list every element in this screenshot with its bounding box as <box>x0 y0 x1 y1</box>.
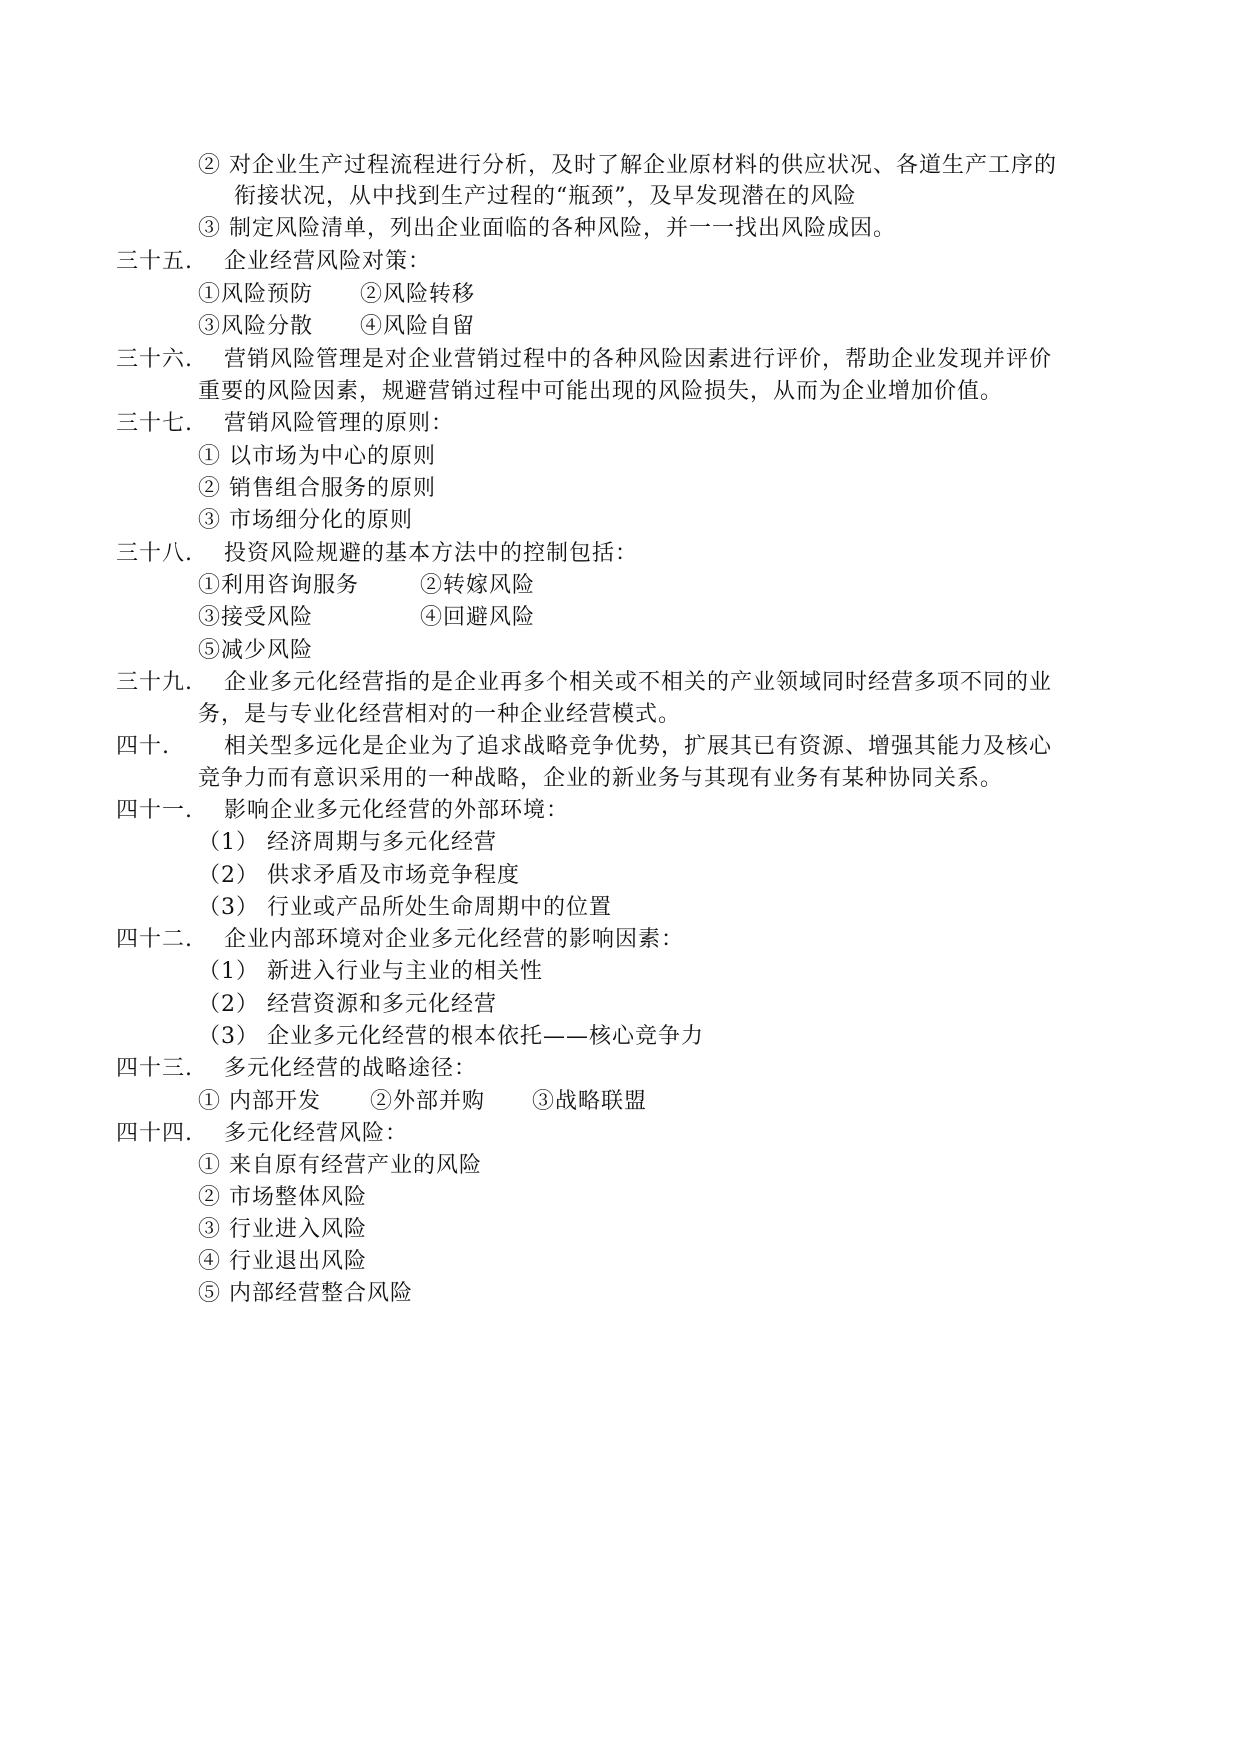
intro-item-3: ③ 制定风险清单，列出企业面临的各种风险，并一一找出风险成因。 <box>198 216 896 241</box>
section-number: 三十六. <box>116 347 193 372</box>
section-text-cont: 重要的风险因素，规避营销过程中可能出现的风险损失，从而为企业增加价值。 <box>198 379 1004 404</box>
list-item: （2） 经营资源和多元化经营 <box>198 992 497 1017</box>
list-item: （3） 行业或产品所处生命周期中的位置 <box>198 895 612 920</box>
list-item: ②外部并购 <box>370 1089 486 1114</box>
list-item: （1） 经济周期与多元化经营 <box>198 830 497 855</box>
section-title: 多元化经营的战略途径： <box>224 1056 478 1081</box>
intro-item-2: ② 对企业生产过程流程进行分析，及时了解企业原材料的供应状况、各道生产工序的 <box>198 153 1057 178</box>
list-item: ①利用咨询服务 <box>198 573 360 598</box>
section-text: 相关型多远化是企业为了追求战略竞争优势，扩展其已有资源、增强其能力及核心 <box>224 734 1053 759</box>
section-number: 四十三. <box>116 1056 193 1081</box>
list-item: ④ 行业退出风险 <box>198 1249 367 1274</box>
section-number: 三十九. <box>116 670 193 695</box>
section-number: 三十七. <box>116 411 193 436</box>
section-number: 四十一. <box>116 798 193 823</box>
list-item: ③接受风险 <box>198 605 314 630</box>
section-title: 影响企业多元化经营的外部环境： <box>224 798 570 823</box>
list-item: ①风险预防 <box>198 282 314 307</box>
section-text-cont: 竞争力而有意识采用的一种战略，企业的新业务与其现有业务有某种协同关系。 <box>198 766 1004 791</box>
list-item: ③风险分散 <box>198 314 314 339</box>
section-text: 企业多元化经营指的是企业再多个相关或不相关的产业领域同时经营多项不同的业 <box>224 670 1053 695</box>
section-title: 多元化经营风险： <box>224 1121 409 1146</box>
section-title: 企业内部环境对企业多元化经营的影响因素： <box>224 927 685 952</box>
section-number: 三十八. <box>116 541 193 566</box>
section-title: 营销风险管理的原则： <box>224 411 455 436</box>
list-item: ④回避风险 <box>420 605 536 630</box>
list-item: ② 销售组合服务的原则 <box>198 476 436 501</box>
intro-item-2-cont: 衔接状况，从中找到生产过程的“瓶颈”，及早发现潜在的风险 <box>234 184 857 209</box>
list-item: ②风险转移 <box>360 282 476 307</box>
section-title: 企业经营风险对策： <box>224 249 432 274</box>
list-item: ③ 行业进入风险 <box>198 1217 367 1242</box>
section-number: 四十四. <box>116 1121 193 1146</box>
list-item: ⑤ 内部经营整合风险 <box>198 1281 413 1306</box>
list-item: ① 来自原有经营产业的风险 <box>198 1153 482 1178</box>
section-number: 四十. <box>116 734 170 759</box>
section-number: 三十五. <box>116 249 193 274</box>
list-item: ④风险自留 <box>360 314 476 339</box>
list-item: ① 以市场为中心的原则 <box>198 444 436 469</box>
list-item: ③战略联盟 <box>532 1089 648 1114</box>
list-item: ⑤减少风险 <box>198 638 314 663</box>
list-item: ③ 市场细分化的原则 <box>198 508 413 533</box>
list-item: ②转嫁风险 <box>420 573 536 598</box>
section-text: 营销风险管理是对企业营销过程中的各种风险因素进行评价，帮助企业发现并评价 <box>224 347 1053 372</box>
list-item: （2） 供求矛盾及市场竞争程度 <box>198 863 520 888</box>
list-item: ② 市场整体风险 <box>198 1185 367 1210</box>
list-item: （1） 新进入行业与主业的相关性 <box>198 959 543 984</box>
list-item: ① 内部开发 <box>198 1089 321 1114</box>
section-number: 四十二. <box>116 927 193 952</box>
section-text-cont: 务，是与专业化经营相对的一种企业经营模式。 <box>198 702 682 727</box>
list-item: （3） 企业多元化经营的根本依托——核心竞争力 <box>198 1024 704 1049</box>
section-title: 投资风险规避的基本方法中的控制包括： <box>224 541 639 566</box>
